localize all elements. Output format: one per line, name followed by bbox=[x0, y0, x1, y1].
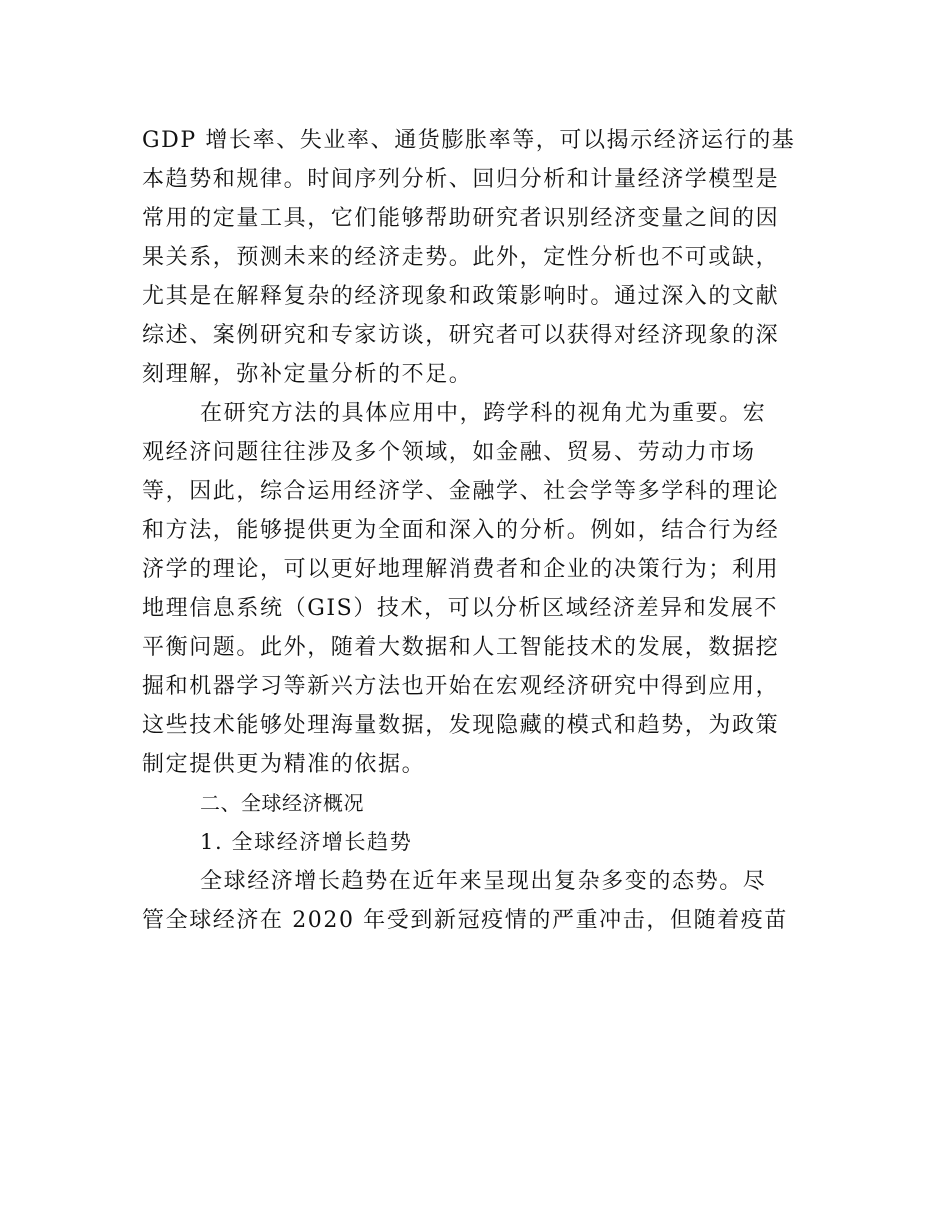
text-line: 制定提供更为精准的依据。 bbox=[142, 752, 426, 777]
text-line: 常用的定量工具，它们能够帮助研究者识别经济变量之间的因 bbox=[142, 206, 780, 231]
text-line: 和方法，能够提供更为全面和深入的分析。例如，结合行为经 bbox=[142, 518, 780, 543]
subsection-heading: 1. 全球经济增长趋势 bbox=[200, 830, 413, 854]
text-line: GDP 增长率、失业率、通货膨胀率等，可以揭示经济运行的基 bbox=[142, 128, 796, 153]
paragraph-global-growth bbox=[142, 862, 810, 940]
text-line: 本趋势和规律。时间序列分析、回归分析和计量经济学模型是 bbox=[142, 167, 780, 192]
text-line: 管全球经济在 2020 年受到新冠疫情的严重冲击，但随着疫苗 bbox=[142, 908, 788, 933]
paragraph-interdisciplinary bbox=[142, 394, 810, 784]
text-line: 济学的理论，可以更好地理解消费者和企业的决策行为；利用 bbox=[142, 557, 780, 582]
paragraph-methods-quantitative bbox=[142, 121, 810, 394]
text-line: 地理信息系统（GIS）技术，可以分析区域经济差异和发展不 bbox=[142, 596, 779, 621]
section-heading: 二、全球经济概况 bbox=[200, 791, 364, 815]
document-body bbox=[142, 121, 810, 940]
text-line: 果关系，预测未来的经济走势。此外，定性分析也不可或缺， bbox=[142, 245, 780, 270]
text-line: 平衡问题。此外，随着大数据和人工智能技术的发展，数据挖 bbox=[142, 635, 780, 660]
text-line: 在研究方法的具体应用中，跨学科的视角尤为重要。宏 bbox=[200, 401, 767, 426]
text-line: 刻理解，弥补定量分析的不足。 bbox=[142, 362, 473, 387]
text-line: 综述、案例研究和专家访谈，研究者可以获得对经济现象的深 bbox=[142, 323, 780, 348]
text-line: 全球经济增长趋势在近年来呈现出复杂多变的态势。尽 bbox=[200, 869, 767, 894]
text-line: 尤其是在解释复杂的经济现象和政策影响时。通过深入的文献 bbox=[142, 284, 780, 309]
text-line: 掘和机器学习等新兴方法也开始在宏观经济研究中得到应用， bbox=[142, 674, 780, 699]
text-line: 这些技术能够处理海量数据，发现隐藏的模式和趋势，为政策 bbox=[142, 713, 780, 738]
text-line: 等，因此，综合运用经济学、金融学、社会学等多学科的理论 bbox=[142, 479, 780, 504]
text-line: 观经济问题往往涉及多个领域，如金融、贸易、劳动力市场 bbox=[142, 440, 756, 465]
